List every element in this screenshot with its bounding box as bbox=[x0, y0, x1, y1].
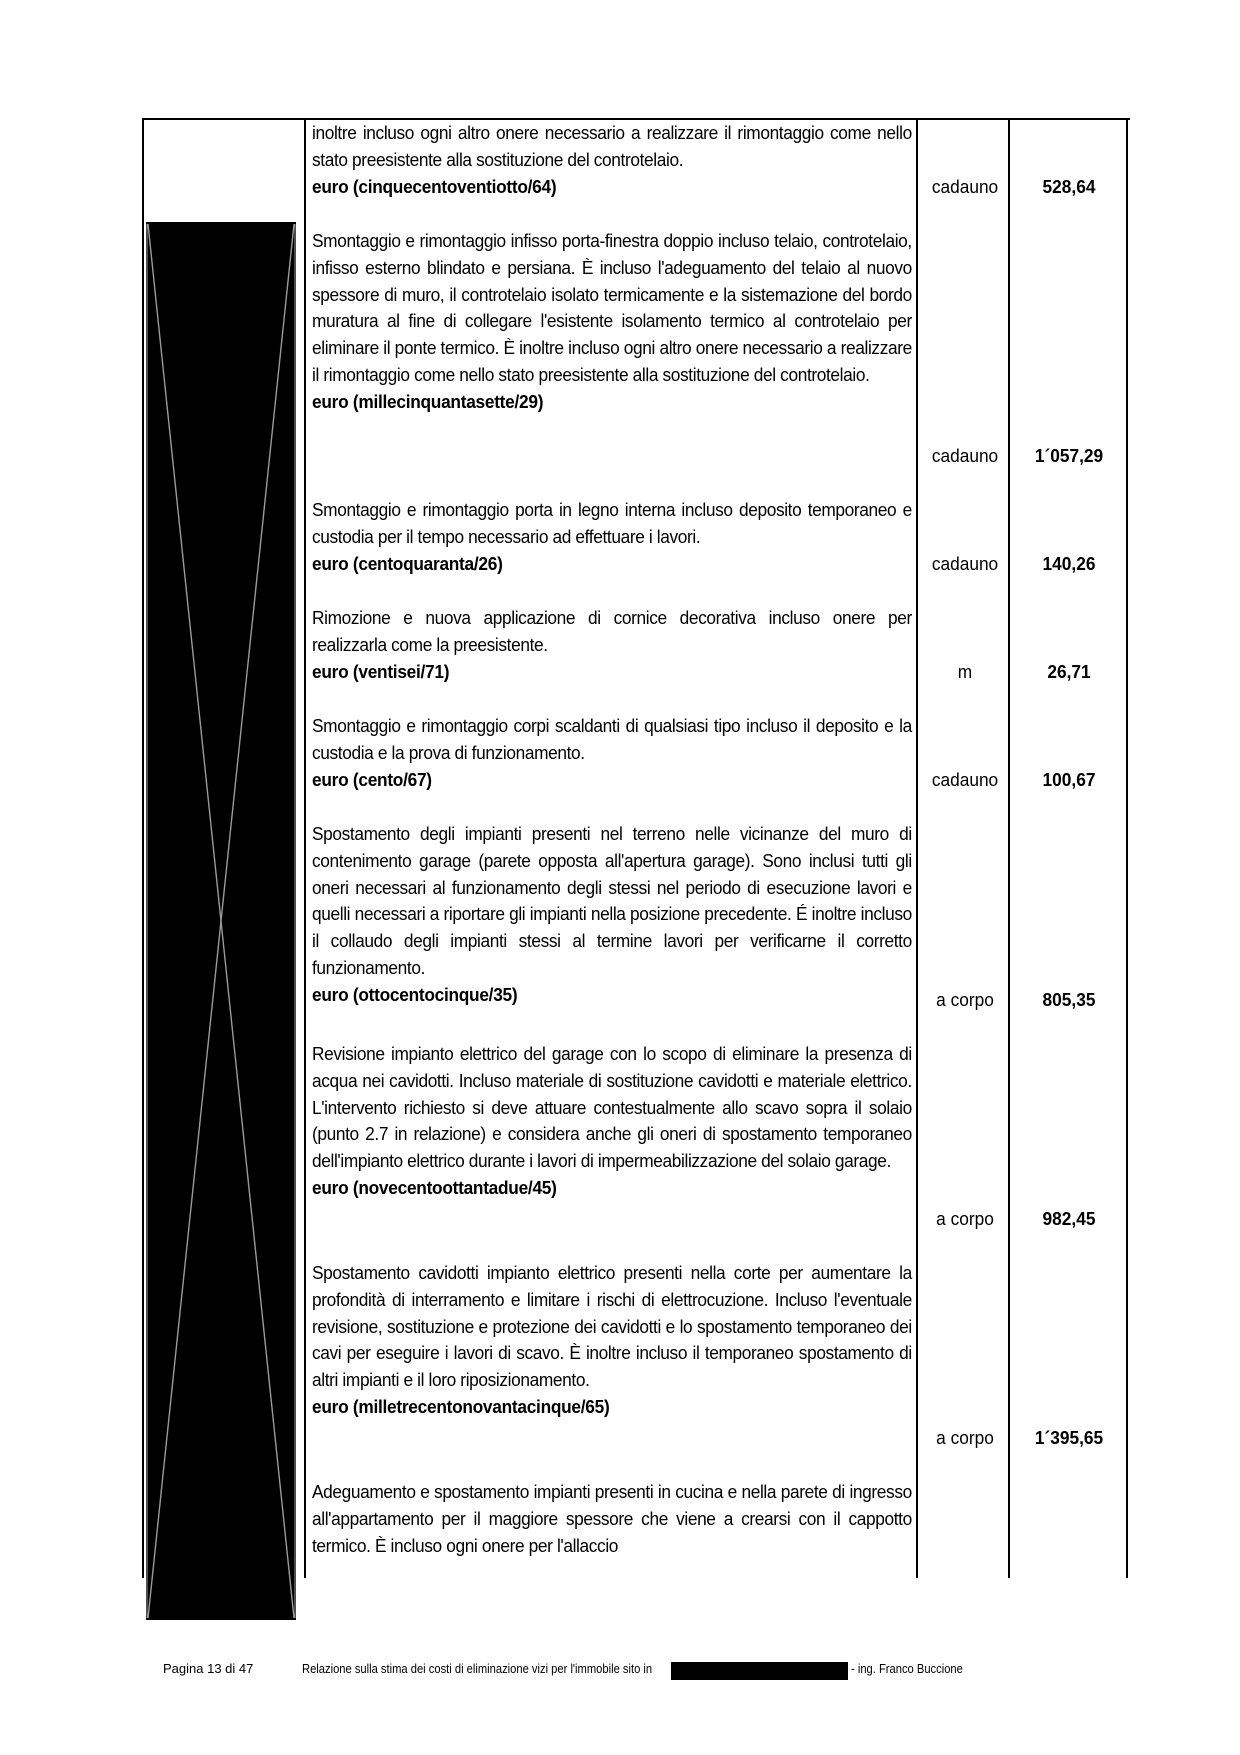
item-unit: a corpo bbox=[936, 1427, 994, 1448]
table-right-border bbox=[1126, 118, 1128, 1578]
item-description: Smontaggio e rimontaggio corpi scaldanti di qualsiasi tipo incluso il deposito e la custodia e la prova di funzionamento. bbox=[312, 715, 912, 763]
list-item bbox=[312, 228, 912, 416]
item-description: inoltre incluso ogni altro onere necessario a realizzare il rimontaggio come nello stato preesistente alla sostituzione del controtelaio. bbox=[312, 122, 912, 170]
item-price-words: euro (milletrecentonovantacinque/65) bbox=[312, 1395, 610, 1417]
item-description: Smontaggio e rimontaggio infisso porta-finestra doppio incluso telaio, controtelaio, infisso esterno blindato e persiana. È incluso l'adeguamento del telaio al nuovo spessore di muro, il controtelaio isolato termicamente e la sistemazione del bordo muratura al fine di collegare l'esistente isolamento termico al controtelaio per eliminare il ponte termico. È inoltre incluso ogni altro onere necessario a realizzare il rimontaggio come nello stato preesistente alla sostituzione del controtelaio. bbox=[312, 230, 912, 385]
column-divider-1 bbox=[304, 118, 306, 1578]
item-price-words: euro (centoquaranta/26) bbox=[312, 552, 503, 574]
item-price-words: euro (ventisei/71) bbox=[312, 660, 450, 682]
list-item bbox=[312, 1260, 912, 1421]
column-divider-3 bbox=[1008, 118, 1010, 1578]
footer-author: - ing. Franco Buccione bbox=[851, 1661, 963, 1676]
item-price-words: euro (millecinquantasette/29) bbox=[312, 390, 544, 412]
item-description: Smontaggio e rimontaggio porta in legno interna incluso deposito temporaneo e custodia per il tempo necessario ad effettuare i lavori. bbox=[312, 499, 912, 547]
item-unit: cadauno bbox=[931, 769, 999, 790]
item-price-words: euro (ottocentocinque/35) bbox=[312, 983, 518, 1005]
item-amount: 982,45 bbox=[1042, 1208, 1096, 1229]
item-description: Adeguamento e spostamento impianti presenti in cucina e nella parete di ingresso all'appartamento per il maggiore spessore che viene a crearsi con il cappotto termico. È incluso ogni onere per l'allaccio bbox=[312, 1481, 912, 1556]
list-item bbox=[312, 1041, 912, 1202]
page-number: Pagina 13 di 47 bbox=[163, 1661, 254, 1676]
item-unit: cadauno bbox=[931, 553, 999, 574]
footer-text: Relazione sulla stima dei costi di eliminazione vizi per l'immobile sito in bbox=[302, 1661, 653, 1676]
column-divider-2 bbox=[916, 118, 918, 1578]
list-item bbox=[312, 713, 912, 793]
list-item bbox=[312, 497, 912, 577]
list-item bbox=[312, 821, 912, 1009]
item-unit: m bbox=[957, 661, 973, 682]
list-item bbox=[312, 120, 912, 200]
item-amount: 1´395,65 bbox=[1034, 1427, 1104, 1448]
item-unit: cadauno bbox=[931, 445, 999, 466]
item-amount: 805,35 bbox=[1042, 989, 1096, 1010]
table-left-border bbox=[142, 118, 144, 1578]
item-unit: cadauno bbox=[931, 176, 999, 197]
item-description: Rimozione e nuova applicazione di cornice decorativa incluso onere per realizzarla come la preesistente. bbox=[312, 607, 912, 655]
item-price-words: euro (cinquecentoventiotto/64) bbox=[312, 175, 557, 197]
item-price-words: euro (novecentoottantadue/45) bbox=[312, 1176, 557, 1198]
item-price-words: euro (cento/67) bbox=[312, 768, 432, 790]
item-unit: a corpo bbox=[936, 989, 994, 1010]
item-amount: 26,71 bbox=[1047, 661, 1091, 682]
item-amount: 1´057,29 bbox=[1034, 445, 1104, 466]
list-item bbox=[312, 605, 912, 685]
item-description: Revisione impianto elettrico del garage con lo scopo di eliminare la presenza di acqua nei cavidotti. Incluso materiale di sostituzione cavidotti e materiale elettrico. L'intervento richiesto si deve attuare contestualmente allo scavo sopra il solaio (punto 2.7 in relazione) e considera anche gli oneri di spostamento temporaneo dell'impianto elettrico durante i lavori di impermeabilizzazione del solaio garage. bbox=[312, 1043, 912, 1172]
item-unit: a corpo bbox=[936, 1208, 994, 1229]
item-amount: 140,26 bbox=[1042, 553, 1096, 574]
item-amount: 100,67 bbox=[1042, 769, 1096, 790]
item-description: Spostamento degli impianti presenti nel terreno nelle vicinanze del muro di contenimento garage (parete opposta all'apertura garage). Sono inclusi tutti gli oneri necessari al funzionamento degli stessi nel periodo di esecuzione lavori e quelli necessari a riportare gli impianti nella posizione precedente. É inoltre incluso il collaudo degli impianti stessi al termine lavori per verificarne il corretto funzionamento. bbox=[312, 823, 912, 978]
redacted-address bbox=[671, 1662, 848, 1680]
item-description: Spostamento cavidotti impianto elettrico presenti nella corte per aumentare la profondità di interramento e limitare i rischi di elettrocuzione. Incluso l'eventuale revisione, sostituzione e protezione dei cavidotti e lo spostamento temporaneo dei cavi per eseguire i lavori di scavo. È inoltre incluso il temporaneo spostamento di altri impianti e il loro riposizionamento. bbox=[312, 1262, 912, 1391]
redacted-image bbox=[146, 222, 296, 1620]
item-amount: 528,64 bbox=[1042, 176, 1096, 197]
list-item bbox=[312, 1479, 912, 1559]
